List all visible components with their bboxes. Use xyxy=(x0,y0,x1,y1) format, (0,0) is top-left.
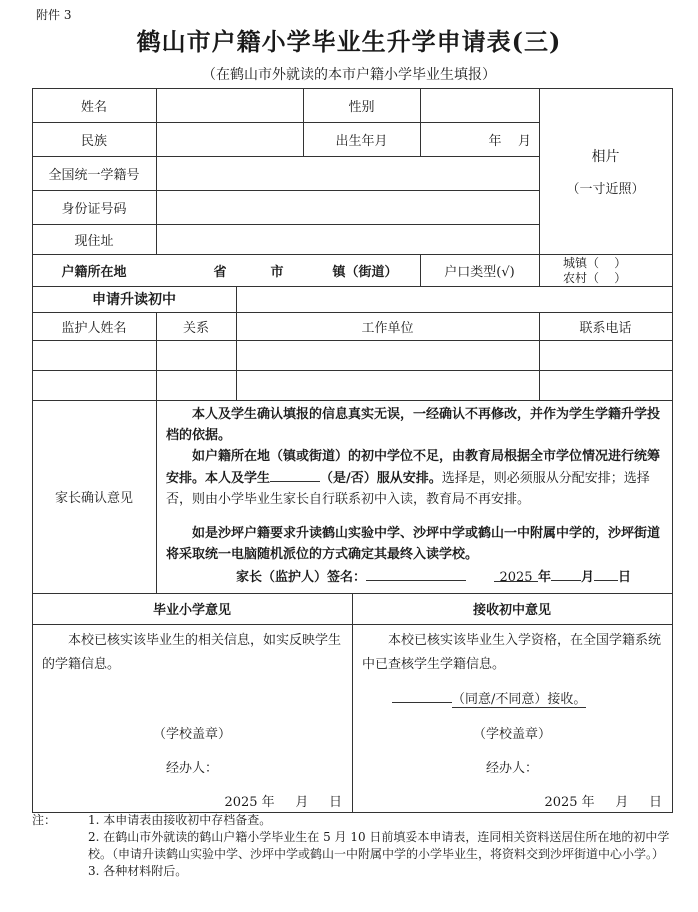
note-text: 3. 各种材料附后。 xyxy=(88,864,188,878)
guardian-work-header: 工作单位 xyxy=(361,320,414,336)
parent-sign-month-field[interactable] xyxy=(551,566,581,581)
note-item xyxy=(44,863,674,880)
junior-agree-field[interactable] xyxy=(392,688,452,703)
obey-choice-field[interactable] xyxy=(270,467,320,482)
ethnicity-label: 民族 xyxy=(80,133,107,149)
guardian-name-field[interactable] xyxy=(32,370,156,400)
guardian-phone-field[interactable] xyxy=(539,340,672,370)
photo-note: （一寸近照） xyxy=(566,181,645,197)
gender-label: 性别 xyxy=(348,99,375,115)
parent-sign-field[interactable] xyxy=(366,566,466,581)
parent-statement-2c: 选择是，则必须服从分配安排；选择否，则由小学毕业生家长自行联系初中入读，教育局不再安排。 xyxy=(166,471,650,507)
parent-sign-d: 日 xyxy=(618,570,632,585)
household-rural-option[interactable]: 农村（ ） xyxy=(563,270,627,285)
household-label: 户籍所在地 xyxy=(61,264,127,280)
parent-statement-2b: （是/否）服从安排。 xyxy=(320,471,442,486)
photo-box[interactable] xyxy=(539,88,672,254)
junior-school-opinion-header: 接收初中意见 xyxy=(472,603,551,618)
guardian-relation-header: 关系 xyxy=(182,320,209,336)
notes-label: 注： xyxy=(32,813,57,827)
parent-statement-1: 本人及学生确认填报的信息真实无误，一经确认不再修改，并作为学生学籍升学投档的依据。 xyxy=(166,407,661,443)
form-subtitle: （在鹤山市外就读的本市户籍小学毕业生填报） xyxy=(202,67,496,83)
guardian-phone-field[interactable] xyxy=(539,370,672,400)
parent-sign-y: 年 xyxy=(538,570,552,585)
household-province: 省 xyxy=(213,264,227,280)
birth-label: 出生年月 xyxy=(335,133,388,149)
notes xyxy=(32,812,674,880)
name-field[interactable] xyxy=(156,88,303,122)
attachment-label: 附件 3 xyxy=(36,8,72,22)
form-title: 鹤山市户籍小学毕业生升学申请表(三) xyxy=(136,27,562,56)
guardian-name-field[interactable] xyxy=(32,340,156,370)
student-id-field[interactable] xyxy=(156,156,539,190)
note-text: 2. 在鹤山市外就读的鹤山户籍小学毕业生在 5 月 10 日前填妥本申请表，连同相关资料送居住所在地的初中学校。（申请升读鹤山实验中学、沙坪中学或鹤山一中附属中学的小学毕业生，将资料交到沙坪街道中心小学。） xyxy=(88,830,670,861)
primary-handler: 经办人： xyxy=(165,760,218,776)
primary-date: 2025 年 月 日 xyxy=(224,794,342,810)
parent-statement-2a: 如户籍所在地（镇或街道）的初中学位不足，由教育局根据全市学位情况进行统筹安排。本人及学生 xyxy=(166,449,661,486)
junior-seal: （学校盖章） xyxy=(472,726,551,742)
guardian-work-field[interactable] xyxy=(236,370,539,400)
guardian-relation-field[interactable] xyxy=(156,370,236,400)
guardian-work-field[interactable] xyxy=(236,340,539,370)
photo-label: 相片 xyxy=(591,148,620,165)
ethnicity-field[interactable] xyxy=(156,122,303,156)
household-city: 市 xyxy=(270,264,284,280)
id-number-field[interactable] xyxy=(156,190,539,224)
parent-statement-3: 如是沙坪户籍要求升读鹤山实验中学、沙坪中学或鹤山一中附属中学的，沙坪街道将采取统一电脑随机派位的方式确定其最终入读学校。 xyxy=(166,526,661,562)
note-item xyxy=(44,829,674,863)
apply-junior-label: 申请升读初中 xyxy=(92,292,176,308)
parent-confirm-label: 家长确认意见 xyxy=(54,491,133,506)
address-label: 现住址 xyxy=(74,233,114,249)
gender-field[interactable] xyxy=(420,88,539,122)
birth-field[interactable]: 年 月 xyxy=(488,133,531,149)
primary-opinion-text: 本校已核实该毕业生的相关信息，如实反映学生的学籍信息。 xyxy=(42,633,342,672)
guardian-relation-field[interactable] xyxy=(156,340,236,370)
id-number-label: 身份证号码 xyxy=(61,201,127,217)
apply-junior-field[interactable] xyxy=(236,286,672,312)
note-item xyxy=(32,812,674,829)
guardian-phone-header: 联系电话 xyxy=(579,320,632,336)
household-type-label: 户口类型(√) xyxy=(444,264,515,280)
address-field[interactable] xyxy=(156,224,539,254)
student-id-label: 全国统一学籍号 xyxy=(48,167,140,183)
primary-seal: （学校盖章） xyxy=(152,726,231,742)
junior-agree-text: （同意/不同意）接收。 xyxy=(452,692,587,707)
primary-school-opinion-header: 毕业小学意见 xyxy=(152,603,231,618)
junior-handler: 经办人： xyxy=(485,760,538,776)
household-urban-option[interactable]: 城镇（ ） xyxy=(563,255,627,270)
parent-sign-m: 月 xyxy=(581,570,595,585)
junior-opinion-text: 本校已核实该毕业生入学资格，在全国学籍系统中已查核学生学籍信息。 xyxy=(362,633,662,672)
parent-sign-row xyxy=(236,566,666,588)
parent-statement-2 xyxy=(166,446,666,510)
parent-sign-day-field[interactable] xyxy=(594,566,618,581)
household-town: 镇（街道） xyxy=(332,264,398,280)
junior-date: 2025 年 月 日 xyxy=(544,794,662,810)
guardian-name-header: 监护人姓名 xyxy=(61,320,127,336)
note-text: 1. 本申请表由接收初中存档备查。 xyxy=(88,813,272,827)
junior-agree-row xyxy=(392,688,662,710)
parent-sign-year: 2025 xyxy=(494,567,538,582)
parent-sign-label: 家长（监护人）签名： xyxy=(236,570,367,585)
name-label: 姓名 xyxy=(80,99,107,115)
